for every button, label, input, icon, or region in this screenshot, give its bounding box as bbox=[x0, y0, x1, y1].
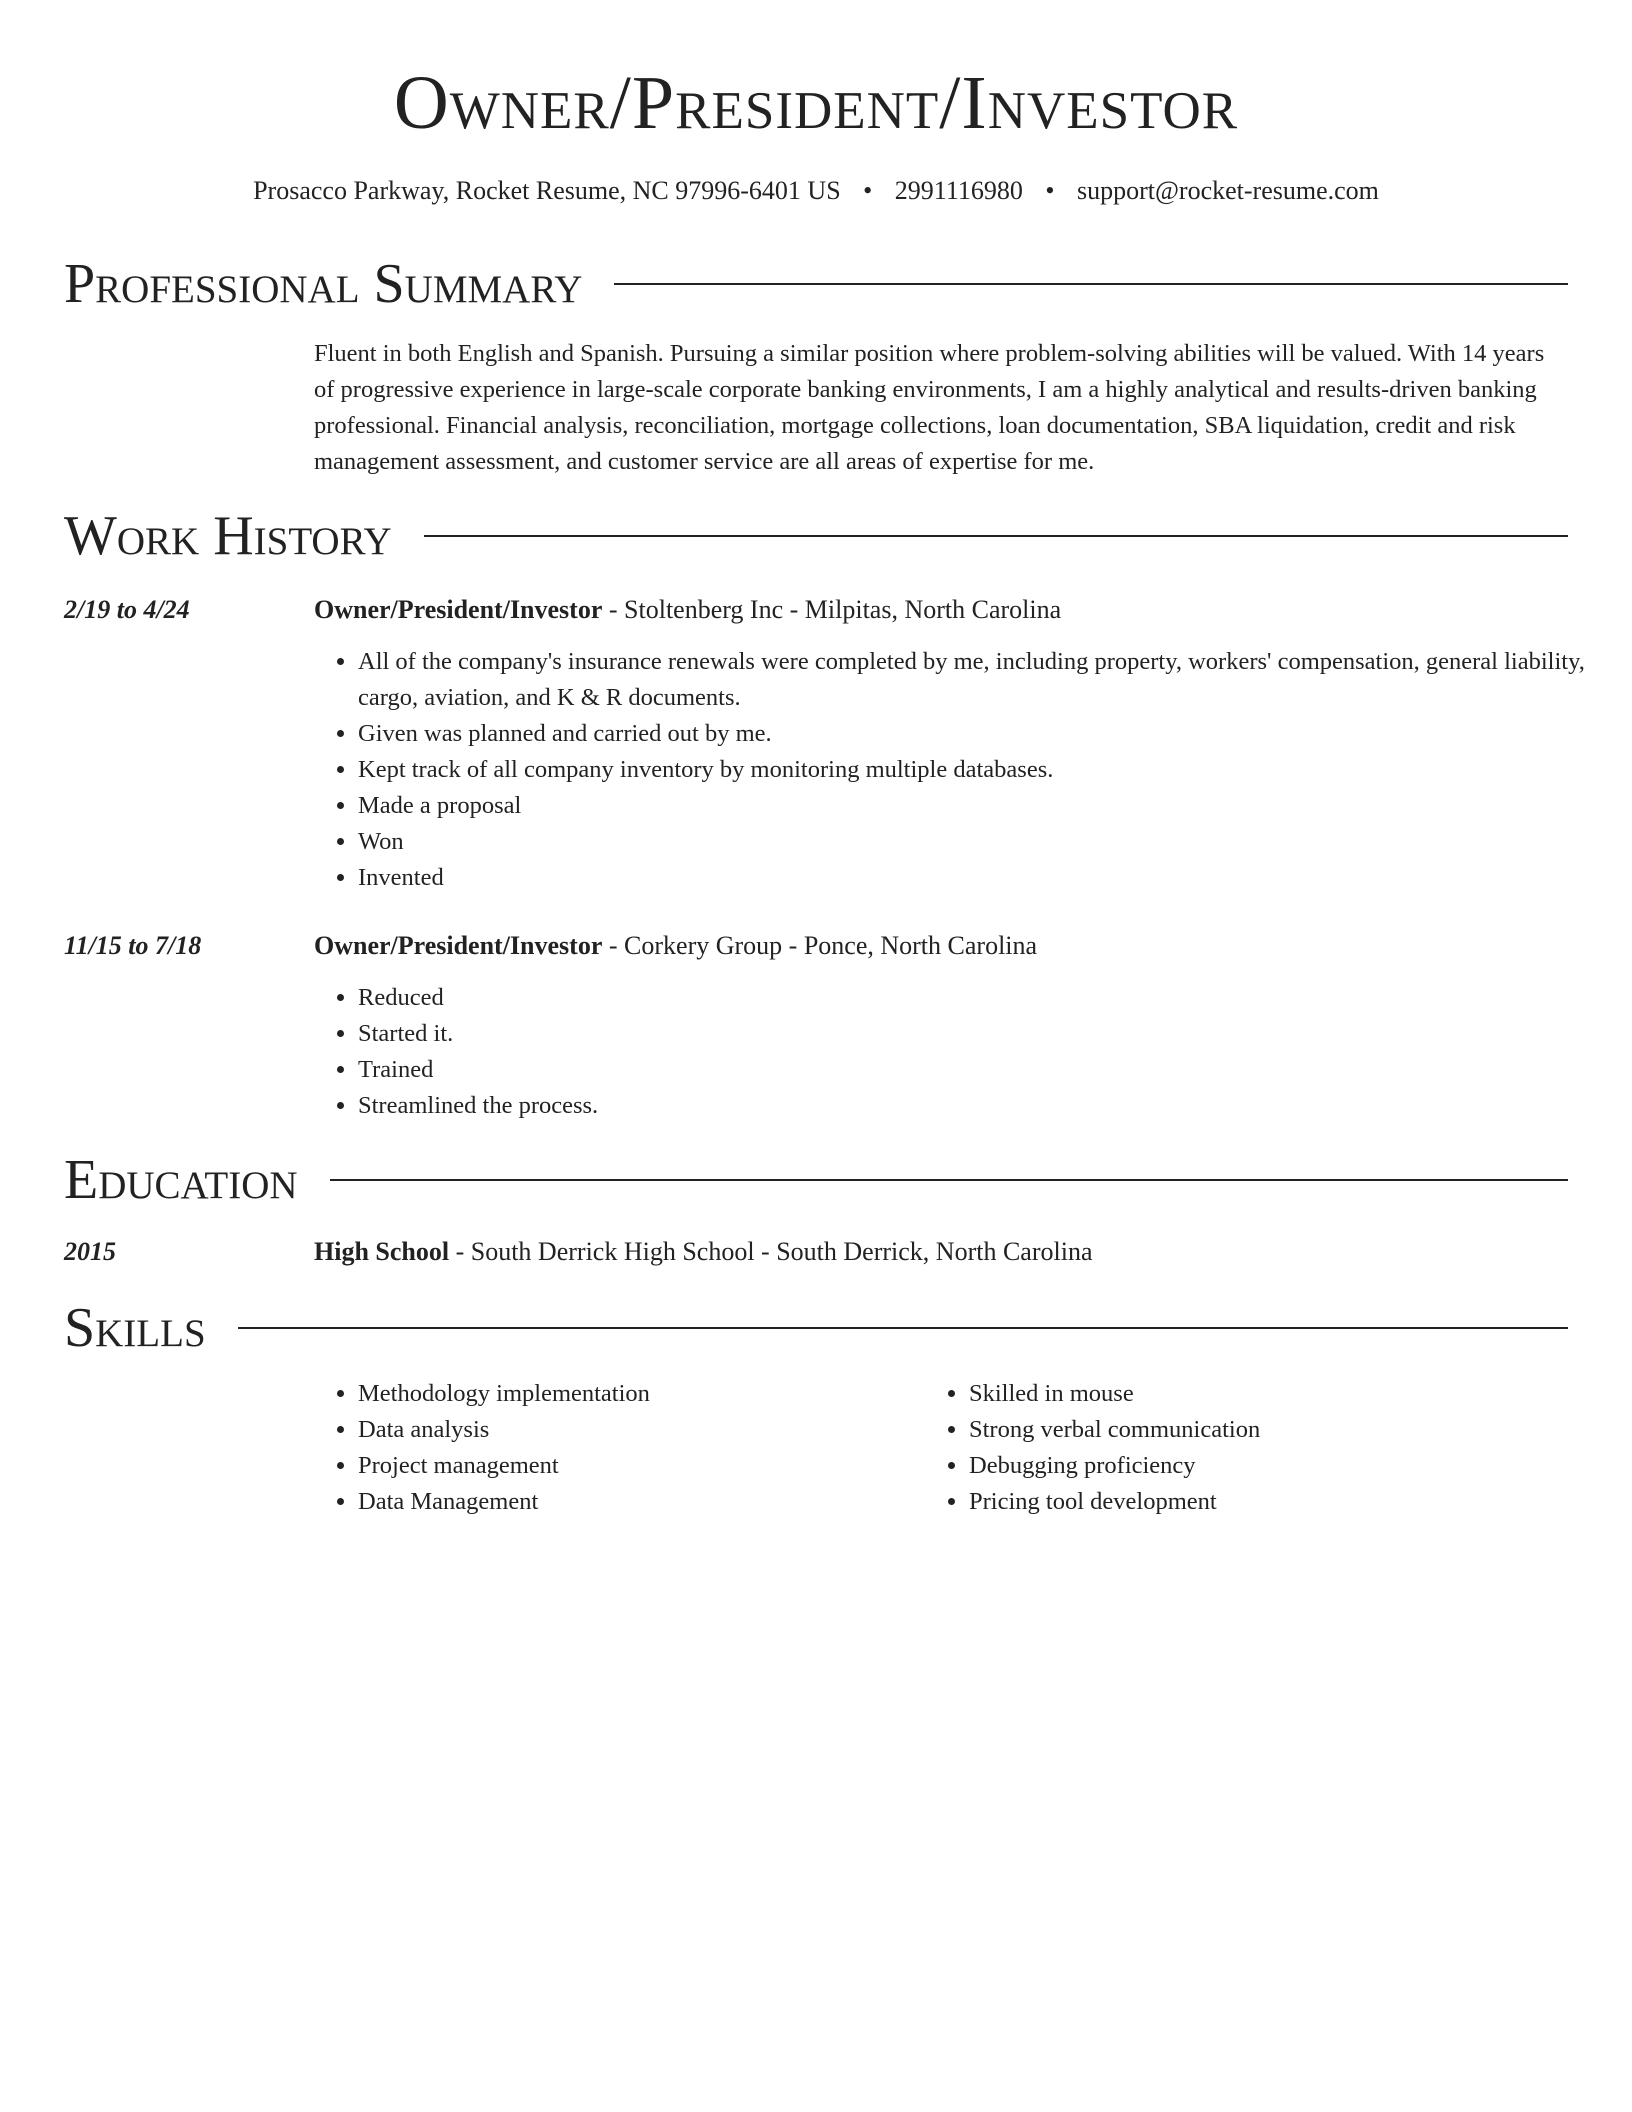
job-bullet: • Made a proposal bbox=[358, 788, 1590, 824]
job-bullet: • Invented bbox=[358, 860, 1590, 896]
section-header-summary bbox=[64, 252, 1568, 316]
skills-column-right bbox=[925, 1376, 1529, 1520]
job-bullets bbox=[314, 980, 1590, 1124]
contact-separator: • bbox=[1045, 176, 1055, 205]
contact-phone: 2991116980 bbox=[894, 176, 1023, 205]
section-divider bbox=[330, 1179, 1568, 1181]
contact-address: Prosacco Parkway, Rocket Resume, NC 97996-6401 US bbox=[253, 176, 841, 205]
job-bullets bbox=[314, 644, 1590, 896]
skill-item: • Pricing tool development bbox=[969, 1484, 1529, 1520]
job-title: Owner/President/Investor bbox=[314, 595, 603, 624]
job-bullet: • Streamlined the process. bbox=[358, 1088, 1590, 1124]
skill-item: • Methodology implementation bbox=[358, 1376, 918, 1412]
section-title-work: Work History bbox=[64, 505, 392, 567]
section-title-education: Education bbox=[64, 1149, 298, 1211]
skill-item: • Data Management bbox=[358, 1484, 918, 1520]
job-title-line bbox=[314, 928, 1554, 964]
job-bullet: • Reduced bbox=[358, 980, 1590, 1016]
skill-item: • Strong verbal communication bbox=[969, 1412, 1529, 1448]
job-bullet: • Kept track of all company inventory by monitoring multiple databases. bbox=[358, 752, 1590, 788]
job-bullet: • Given was planned and carried out by me. bbox=[358, 716, 1590, 752]
section-divider bbox=[238, 1327, 1568, 1329]
skill-item: • Debugging proficiency bbox=[969, 1448, 1529, 1484]
job-dates: 2/19 to 4/24 bbox=[64, 595, 190, 624]
section-divider bbox=[424, 535, 1568, 537]
job-bullet: • All of the company's insurance renewals were completed by me, including property, workers' compensation, general liability, cargo, aviation, and K & R documents. bbox=[358, 644, 1590, 716]
skills-column-left bbox=[314, 1376, 918, 1520]
job-bullet: • Won bbox=[358, 824, 1590, 860]
contact-separator: • bbox=[863, 176, 873, 205]
skill-item: • Data analysis bbox=[358, 1412, 918, 1448]
job-bullet: • Started it. bbox=[358, 1016, 1590, 1052]
section-header-work bbox=[64, 504, 1568, 568]
skill-item: • Skilled in mouse bbox=[969, 1376, 1529, 1412]
candidate-name: Owner/President/Investor bbox=[393, 61, 1239, 145]
skill-item: • Project management bbox=[358, 1448, 918, 1484]
summary-text: Fluent in both English and Spanish. Pursuing a similar position where problem-solving abilities will be valued. With 14 years of progressive experience in large-scale corporate banking environments, I am a highly analytical and results-driven banking professional. Financial analysis, reconciliation, mortgage collections, loan documentation, SBA liquidation, credit and risk management assessment, and customer service are all areas of expertise for me. bbox=[314, 340, 1545, 475]
job-details: - Stoltenberg Inc - Milpitas, North Carolina bbox=[602, 595, 1062, 624]
section-title-summary: Professional Summary bbox=[64, 253, 583, 315]
section-header-skills bbox=[64, 1296, 1568, 1360]
contact-email: support@rocket-resume.com bbox=[1076, 176, 1379, 205]
education-degree: High School bbox=[314, 1237, 450, 1266]
education-line bbox=[314, 1234, 1554, 1270]
section-title-skills: Skills bbox=[64, 1297, 206, 1359]
job-title: Owner/President/Investor bbox=[314, 931, 603, 960]
section-header-education bbox=[64, 1148, 1568, 1212]
job-bullet: • Trained bbox=[358, 1052, 1590, 1088]
education-year: 2015 bbox=[64, 1237, 116, 1266]
education-details: - South Derrick High School - South Derrick, North Carolina bbox=[449, 1237, 1093, 1266]
contact-line bbox=[0, 174, 1632, 208]
job-title-line bbox=[314, 592, 1554, 628]
section-divider bbox=[614, 283, 1568, 285]
job-dates: 11/15 to 7/18 bbox=[64, 931, 202, 960]
job-details: - Corkery Group - Ponce, North Carolina bbox=[602, 931, 1038, 960]
